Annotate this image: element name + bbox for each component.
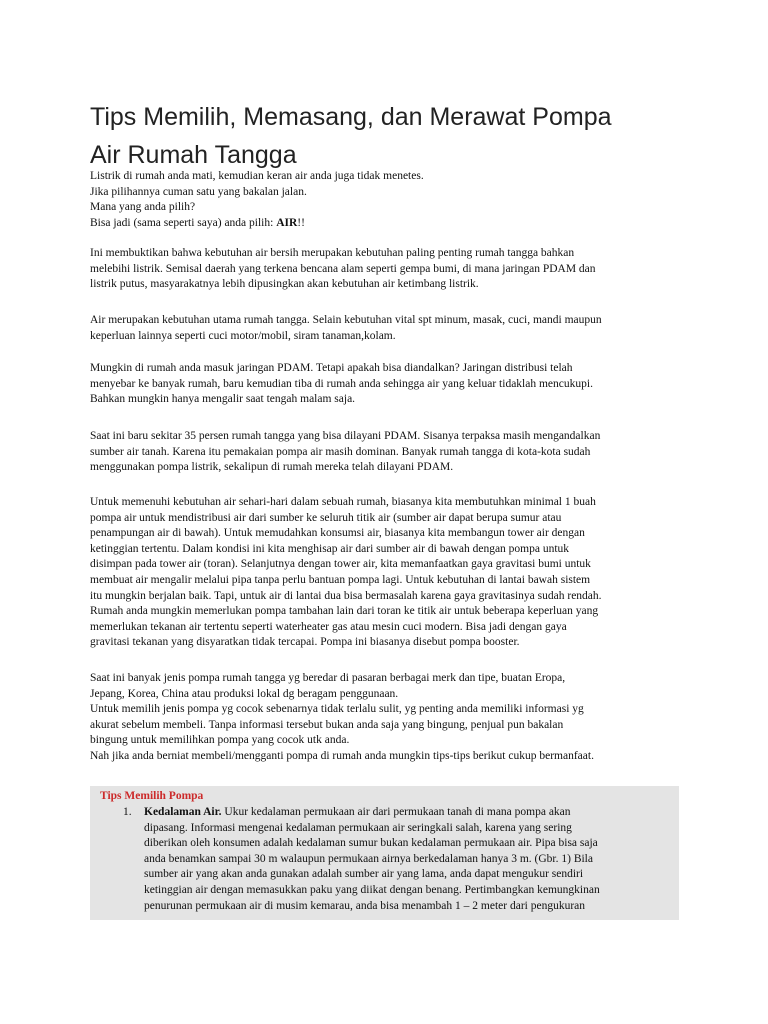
paragraph-line: Jepang, Korea, China atau produksi lokal dg beragam penggunaan. bbox=[90, 687, 399, 700]
paragraph-3 bbox=[90, 361, 685, 408]
intro-answer-prefix: Bisa jadi (sama seperti saya) anda pilih: bbox=[90, 216, 277, 229]
paragraph-line: Air merupakan kebutuhan utama rumah tangga. Selain kebutuhan vital spt minum, masak, cuci, mandi maupun bbox=[90, 314, 602, 326]
paragraph-line: ketinggian tertentu. Dalam kondisi ini kita menghisap air dari sumber air di bawah dengan pompa untuk bbox=[90, 542, 570, 555]
paragraph-line: Bahkan mungkin hanya mengalir saat tengah malam saja. bbox=[90, 393, 356, 406]
paragraph-line: listrik putus, masyarakatnya lebih dipusingkan akan kebutuhan air ketimbang listrik. bbox=[90, 278, 479, 291]
article-title-line-1: Tips Memilih, Memasang, dan Merawat Pompa bbox=[90, 103, 612, 131]
tip-item-line: sumber air yang akan anda gunakan adalah sumber air yang lama, anda dapat mengukur sendiri bbox=[144, 868, 584, 881]
paragraph-line: membuat air mengalir melalui pipa tanpa perlu bantuan pompa lagi. Untuk kebutuhan di lantai bawah sistem bbox=[90, 573, 591, 586]
tip-item-text bbox=[144, 805, 674, 914]
tip-item-line: anda benamkan sampai 30 m walaupun permukaan airnya berkedalaman hanya 3 m. (Gbr. 1) Bila bbox=[144, 852, 593, 865]
paragraph-line: melebihi listrik. Semisal daerah yang terkena bencana alam seperti gempa bumi, di mana jaringan PDAM dan bbox=[90, 262, 596, 275]
paragraph-line: Untuk memilih jenis pompa yg cocok sebenarnya tidak terlalu sulit, yg penting anda memiliki informasi yg bbox=[90, 703, 584, 716]
paragraph-line: itu mungkin berjalan baik. Tapi, untuk air di lantai dua bisa bermasalah karena gaya gravitasinya sudah rendah. bbox=[90, 589, 602, 602]
tip-item-first-line bbox=[144, 805, 674, 821]
tip-item-title: Kedalaman Air. bbox=[144, 806, 222, 818]
paragraph-line: sumber air tanah. Karena itu pemakaian pompa air masih dominan. Banyak rumah tangga di kota-kota sudah bbox=[90, 445, 591, 458]
intro-line: Mana yang anda pilih? bbox=[90, 201, 196, 214]
paragraph-line: pompa air untuk mendistribusi air dari sumber ke seluruh titik air (sumber air dapat berupa sumur atau bbox=[90, 511, 562, 524]
intro-line: Listrik di rumah anda mati, kemudian keran air anda juga tidak menetes. bbox=[90, 170, 424, 182]
tip-item-number: 1. bbox=[123, 806, 132, 818]
paragraph-line: keperluan lainnya seperti cuci motor/mobil, siram tanaman,kolam. bbox=[90, 329, 396, 342]
intro-answer-bold: AIR bbox=[276, 216, 298, 229]
tip-item-line: ketinggian air dengan memasukkan paku yang diikat dengan benang. Pertimbangkan kemungkinan bbox=[144, 883, 600, 896]
paragraph-line: Mungkin di rumah anda masuk jaringan PDAM. Tetapi apakah bisa diandalkan? Jaringan distribusi telah bbox=[90, 362, 573, 374]
paragraph-line: Saat ini banyak jenis pompa rumah tangga yg beredar di pasaran berbagai merk dan tipe, buatan Eropa, bbox=[90, 672, 566, 684]
paragraph-line: disimpan pada tower air (toran). Selanjutnya dengan tower air, kita memanfaatkan gaya gravitasi bumi untuk bbox=[90, 558, 591, 571]
paragraph-line: gravitasi tekanan yang disyaratkan tidak tercapai. Pompa ini biasanya disebut pompa booster. bbox=[90, 636, 520, 649]
paragraph-line: menggunakan pompa listrik, sekalipun di rumah mereka telah dilayani PDAM. bbox=[90, 461, 454, 474]
paragraph-6 bbox=[90, 671, 685, 765]
intro-paragraph bbox=[90, 169, 685, 231]
tip-item-line: diberikan oleh konsumen adalah kedalaman sumur bukan kedalaman permukaan air. Pipa bisa saja bbox=[144, 837, 598, 850]
paragraph-line: Ini membuktikan bahwa kebutuhan air bersih merupakan kebutuhan paling penting rumah tangga bahkan bbox=[90, 247, 575, 259]
paragraph-line: akurat sebelum membeli. Tanpa informasi tersebut bukan anda saja yang bingung, penjual pun bakalan bbox=[90, 718, 564, 731]
paragraph-1 bbox=[90, 246, 685, 293]
tip-item-first-line-rest: Ukur kedalaman permukaan air dari permukaan tanah di mana pompa akan bbox=[221, 806, 571, 818]
paragraph-line: Nah jika anda berniat membeli/mengganti pompa di rumah anda mungkin tips-tips berikut cukup bermanfaat. bbox=[90, 749, 594, 762]
paragraph-4 bbox=[90, 429, 685, 476]
article-title bbox=[90, 98, 685, 174]
paragraph-line: penampungan air di bawah). Untuk memudahkan konsumsi air, biasanya kita membangun tower air dengan bbox=[90, 527, 585, 540]
paragraph-line: Rumah anda mungkin memerlukan pompa tambahan lain dari toran ke titik air untuk beberapa keperluan yang bbox=[90, 605, 599, 618]
paragraph-line: Untuk memenuhi kebutuhan air sehari-hari dalam sebuah rumah, biasanya kita membutuhkan minimal 1 buah bbox=[90, 496, 596, 508]
paragraph-line: bingung untuk memilihkan pompa yang cocok utk anda. bbox=[90, 734, 350, 747]
paragraph-2 bbox=[90, 313, 685, 344]
tips-heading: Tips Memilih Pompa bbox=[100, 790, 204, 802]
intro-answer-suffix: !! bbox=[297, 216, 305, 229]
intro-line-answer bbox=[90, 216, 685, 232]
paragraph-5 bbox=[90, 495, 685, 651]
tip-item-line: penurunan permukaan air di musim kemarau, anda bisa menambah 1 – 2 meter dari pengukuran bbox=[144, 899, 586, 912]
paragraph-line: memerlukan tekanan air tertentu seperti waterheater gas atau mesin cuci modern. Bisa jadi dengan gaya bbox=[90, 620, 567, 633]
paragraph-line: Saat ini baru sekitar 35 persen rumah tangga yang bisa dilayani PDAM. Sisanya terpaksa masih mengandalkan bbox=[90, 430, 601, 442]
article-title-line-2: Air Rumah Tangga bbox=[90, 141, 297, 169]
tips-box bbox=[90, 786, 679, 920]
tip-item-line: dipasang. Informasi mengenai kedalaman permukaan air seringkali salah, karena yang sering bbox=[144, 821, 572, 834]
paragraph-line: menyebar ke banyak rumah, baru kemudian tiba di rumah anda sehingga air yang keluar tidaklah mencukupi. bbox=[90, 377, 593, 390]
intro-line: Jika pilihannya cuman satu yang bakalan jalan. bbox=[90, 185, 307, 198]
